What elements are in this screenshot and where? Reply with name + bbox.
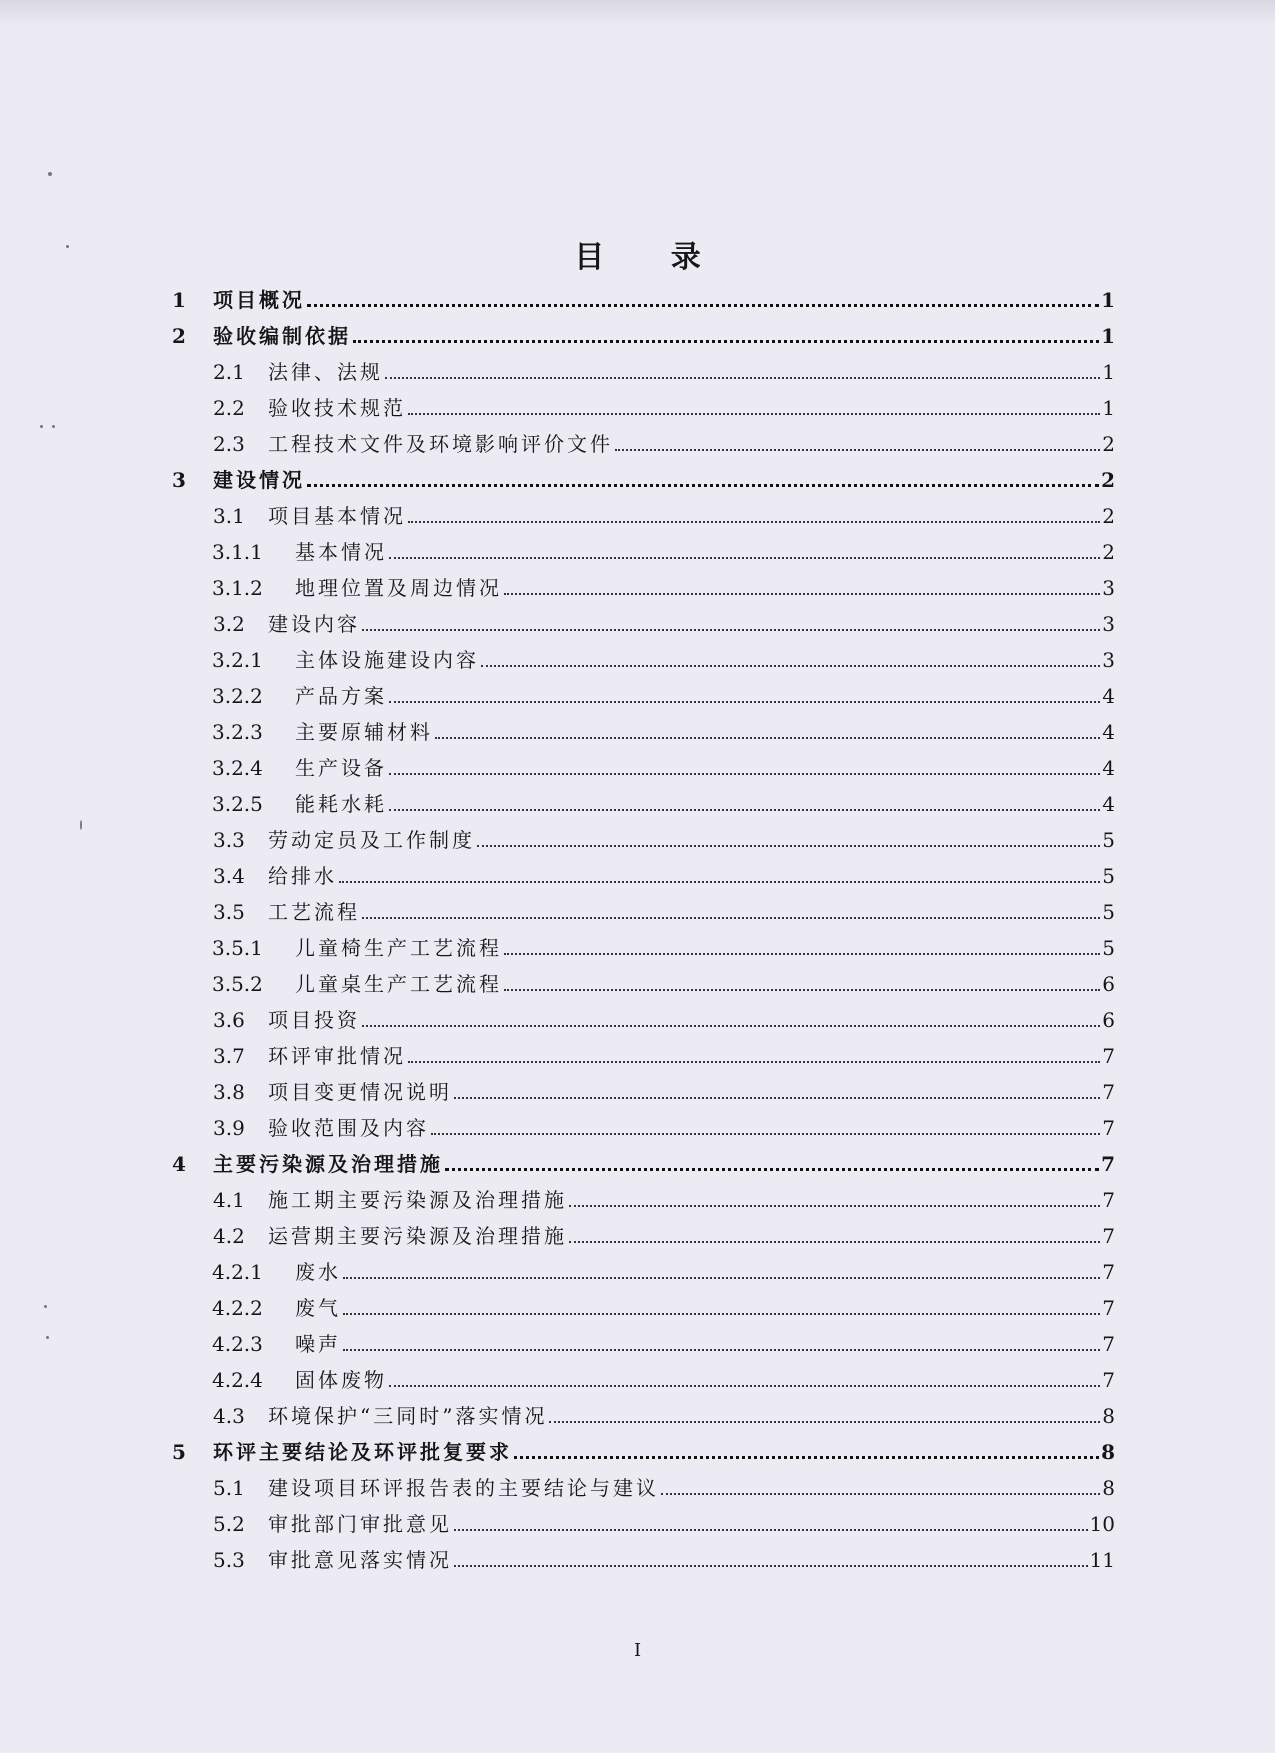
toc-row[interactable]: [0, 752, 1275, 784]
toc-section-title: 建设情况: [213, 468, 305, 492]
toc-section-title: 环境保护“三同时”落实情况: [268, 1404, 548, 1428]
toc-page-number: 7: [1102, 1368, 1115, 1392]
toc-section-number: 3.2.5: [212, 792, 263, 816]
toc-row[interactable]: [0, 1472, 1275, 1504]
toc-row[interactable]: [0, 536, 1275, 568]
toc-section-number: 4.2.2: [212, 1296, 263, 1320]
toc-page-number: 1: [1101, 288, 1115, 312]
toc-page-number: 8: [1102, 1476, 1115, 1500]
toc-section-number: 4.2.1: [212, 1260, 263, 1284]
toc-section-number: 2.1: [213, 360, 245, 384]
toc-dot-leader: [343, 1312, 1100, 1315]
toc-page-number: 5: [1102, 936, 1115, 960]
toc-section-title: 生产设备: [295, 756, 387, 780]
toc-row[interactable]: [0, 1400, 1275, 1432]
toc-dot-leader: [362, 628, 1100, 631]
toc-row[interactable]: [0, 1508, 1275, 1540]
toc-section-title: 建设项目环评报告表的主要结论与建议: [268, 1476, 659, 1500]
toc-row[interactable]: [0, 1364, 1275, 1396]
toc-section-title: 给排水: [268, 864, 337, 888]
toc-section-number: 4.2.3: [212, 1332, 263, 1356]
toc-section-title: 地理位置及周边情况: [295, 576, 502, 600]
toc-row[interactable]: [0, 1256, 1275, 1288]
toc-dot-leader: [408, 1060, 1100, 1063]
toc-section-number: 4: [172, 1152, 186, 1176]
toc-dot-leader: [549, 1420, 1100, 1423]
toc-row[interactable]: [0, 572, 1275, 604]
toc-row[interactable]: [0, 1184, 1275, 1216]
page-number-footer: I: [633, 1640, 642, 1661]
toc-page-number: 2: [1102, 432, 1115, 456]
toc-row[interactable]: [0, 1220, 1275, 1252]
toc-dot-leader: [389, 1384, 1100, 1387]
toc-page-number: 7: [1101, 1152, 1115, 1176]
toc-section-number: 3.9: [213, 1116, 245, 1140]
toc-dot-leader: [454, 1096, 1100, 1099]
toc-dot-leader: [389, 772, 1100, 775]
toc-section-title: 验收技术规范: [268, 396, 406, 420]
toc-section-title: 审批部门审批意见: [268, 1512, 452, 1536]
toc-section-title: 法律、法规: [268, 360, 383, 384]
toc-row[interactable]: [0, 1148, 1275, 1180]
toc-page-number: 5: [1102, 828, 1115, 852]
toc-dot-leader: [477, 844, 1100, 847]
toc-section-number: 3.1: [213, 504, 245, 528]
toc-section-number: 3.5.2: [212, 972, 263, 996]
toc-dot-leader: [454, 1528, 1088, 1531]
toc-row[interactable]: [0, 464, 1275, 496]
toc-dot-leader: [445, 1167, 1099, 1171]
toc-dot-leader: [514, 1455, 1099, 1459]
toc-section-number: 4.2: [213, 1224, 245, 1248]
toc-dot-leader: [389, 700, 1100, 703]
toc-row[interactable]: [0, 896, 1275, 928]
toc-section-title: 项目概况: [213, 288, 305, 312]
toc-page-number: 6: [1102, 1008, 1115, 1032]
toc-dot-leader: [343, 1276, 1100, 1279]
toc-page-number: 3: [1102, 648, 1115, 672]
toc-section-title: 项目变更情况说明: [268, 1080, 452, 1104]
toc-page-number: 2: [1102, 504, 1115, 528]
toc-row[interactable]: [0, 860, 1275, 892]
toc-row[interactable]: [0, 320, 1275, 352]
toc-dot-leader: [408, 412, 1100, 415]
toc-section-title: 能耗水耗: [295, 792, 387, 816]
toc-row[interactable]: [0, 284, 1275, 316]
toc-section-title: 主要污染源及治理措施: [213, 1152, 443, 1176]
toc-section-title: 审批意见落实情况: [268, 1548, 452, 1572]
toc-row[interactable]: [0, 1040, 1275, 1072]
toc-section-number: 1: [172, 288, 186, 312]
toc-section-title: 项目投资: [268, 1008, 360, 1032]
toc-page-number: 4: [1102, 756, 1115, 780]
toc-section-title: 建设内容: [268, 612, 360, 636]
toc-dot-leader: [385, 376, 1100, 379]
toc-page-number: 7: [1102, 1080, 1115, 1104]
toc-page-number: 4: [1102, 684, 1115, 708]
toc-section-title: 项目基本情况: [268, 504, 406, 528]
toc-page-number: 7: [1102, 1188, 1115, 1212]
toc-row[interactable]: [0, 356, 1275, 388]
toc-section-number: 2: [172, 324, 186, 348]
toc-row[interactable]: [0, 608, 1275, 640]
toc-page-number: 7: [1102, 1296, 1115, 1320]
toc-section-title: 验收编制依据: [213, 324, 351, 348]
toc-section-number: 3.5: [213, 900, 245, 924]
toc-section-number: 3.3: [213, 828, 245, 852]
toc-dot-leader: [615, 448, 1100, 451]
toc-page-number: 1: [1101, 324, 1115, 348]
toc-section-title: 施工期主要污染源及治理措施: [268, 1188, 567, 1212]
toc-row[interactable]: [0, 1436, 1275, 1468]
toc-section-title: 工艺流程: [268, 900, 360, 924]
toc-section-number: 3.2.2: [212, 684, 263, 708]
toc-dot-leader: [389, 808, 1100, 811]
toc-row[interactable]: [0, 1112, 1275, 1144]
toc-section-number: 3.1.2: [212, 576, 263, 600]
toc-page-number: 4: [1102, 720, 1115, 744]
toc-dot-leader: [481, 664, 1100, 667]
toc-row[interactable]: [0, 428, 1275, 460]
toc-section-number: 5.1: [213, 1476, 245, 1500]
toc-section-title: 主体设施建设内容: [295, 648, 479, 672]
toc-row[interactable]: [0, 644, 1275, 676]
toc-section-title: 环评审批情况: [268, 1044, 406, 1068]
toc-section-title: 产品方案: [295, 684, 387, 708]
toc-section-title: 主要原辅材料: [295, 720, 433, 744]
toc-section-number: 3.5.1: [212, 936, 263, 960]
toc-dot-leader: [343, 1348, 1100, 1351]
toc-section-title: 废气: [295, 1296, 341, 1320]
toc-page-number: 7: [1102, 1332, 1115, 1356]
toc-row[interactable]: [0, 932, 1275, 964]
toc-dot-leader: [431, 1132, 1100, 1135]
toc-dot-leader: [504, 988, 1100, 991]
toc-page-number: 8: [1102, 1404, 1115, 1428]
toc-page-number: 1: [1102, 396, 1115, 420]
toc-page-number: 3: [1102, 612, 1115, 636]
toc-page-number: 7: [1102, 1044, 1115, 1068]
toc-section-number: 4.2.4: [212, 1368, 263, 1392]
toc-row[interactable]: [0, 968, 1275, 1000]
toc-section-number: 4.3: [213, 1404, 245, 1428]
toc-section-title: 环评主要结论及环评批复要求: [213, 1440, 512, 1464]
toc-page-number: 2: [1101, 468, 1115, 492]
toc-page-number: 7: [1102, 1224, 1115, 1248]
toc-dot-leader: [454, 1564, 1088, 1567]
toc-dot-leader: [339, 880, 1100, 883]
toc-section-number: 3.8: [213, 1080, 245, 1104]
toc-section-number: 5.3: [213, 1548, 245, 1572]
toc-row[interactable]: [0, 1292, 1275, 1324]
toc-section-title: 基本情况: [295, 540, 387, 564]
toc-section-title: 废水: [295, 1260, 341, 1284]
toc-page-number: 3: [1102, 576, 1115, 600]
toc-section-number: 3.2.1: [212, 648, 263, 672]
toc-section-number: 3: [172, 468, 186, 492]
toc-row[interactable]: [0, 1328, 1275, 1360]
toc-section-title: 固体废物: [295, 1368, 387, 1392]
toc-page-number: 8: [1101, 1440, 1115, 1464]
page-title: 目 录: [574, 240, 729, 275]
toc-dot-leader: [389, 556, 1100, 559]
toc-section-title: 工程技术文件及环境影响评价文件: [268, 432, 613, 456]
toc-dot-leader: [661, 1492, 1100, 1495]
toc-dot-leader: [435, 736, 1100, 739]
toc-dot-leader: [504, 592, 1100, 595]
toc-section-title: 验收范围及内容: [268, 1116, 429, 1140]
toc-section-number: 2.2: [213, 396, 245, 420]
toc-dot-leader: [362, 916, 1100, 919]
toc-section-title: 儿童桌生产工艺流程: [295, 972, 502, 996]
toc-section-number: 3.2.3: [212, 720, 263, 744]
toc-page-number: 5: [1102, 864, 1115, 888]
toc-row[interactable]: [0, 680, 1275, 712]
toc-section-title: 劳动定员及工作制度: [268, 828, 475, 852]
toc-page-number: 7: [1102, 1260, 1115, 1284]
toc-dot-leader: [569, 1204, 1100, 1207]
toc-dot-leader: [504, 952, 1100, 955]
toc-row[interactable]: [0, 1544, 1275, 1576]
toc-section-number: 3.1.1: [212, 540, 263, 564]
toc-section-number: 2.3: [213, 432, 245, 456]
toc-page-number: 6: [1102, 972, 1115, 996]
toc-section-number: 4.1: [213, 1188, 245, 1212]
toc-section-title: 运营期主要污染源及治理措施: [268, 1224, 567, 1248]
toc-section-number: 5: [172, 1440, 186, 1464]
toc-dot-leader: [307, 303, 1099, 307]
toc-dot-leader: [362, 1024, 1100, 1027]
toc-page-number: 4: [1102, 792, 1115, 816]
toc-dot-leader: [408, 520, 1100, 523]
toc-row[interactable]: [0, 716, 1275, 748]
toc-section-number: 3.2.4: [212, 756, 263, 780]
toc-row[interactable]: [0, 1076, 1275, 1108]
toc-section-number: 5.2: [213, 1512, 245, 1536]
toc-row[interactable]: [0, 1004, 1275, 1036]
toc-page-number: 5: [1102, 900, 1115, 924]
toc-page-number: 1: [1102, 360, 1115, 384]
toc-page-number: 10: [1089, 1512, 1115, 1536]
toc-page-number: 7: [1102, 1116, 1115, 1140]
toc-page-number: 2: [1102, 540, 1115, 564]
toc-dot-leader: [307, 483, 1099, 487]
toc-section-title: 噪声: [295, 1332, 341, 1356]
toc-section-number: 3.6: [213, 1008, 245, 1032]
toc-row[interactable]: [0, 500, 1275, 532]
toc-section-number: 3.7: [213, 1044, 245, 1068]
toc-row[interactable]: [0, 788, 1275, 820]
toc-row[interactable]: [0, 392, 1275, 424]
toc-row[interactable]: [0, 824, 1275, 856]
toc-section-number: 3.4: [213, 864, 245, 888]
toc-section-title: 儿童椅生产工艺流程: [295, 936, 502, 960]
toc-section-number: 3.2: [213, 612, 245, 636]
toc-page-number: 11: [1089, 1548, 1115, 1572]
toc-dot-leader: [353, 339, 1099, 343]
toc-dot-leader: [569, 1240, 1100, 1243]
